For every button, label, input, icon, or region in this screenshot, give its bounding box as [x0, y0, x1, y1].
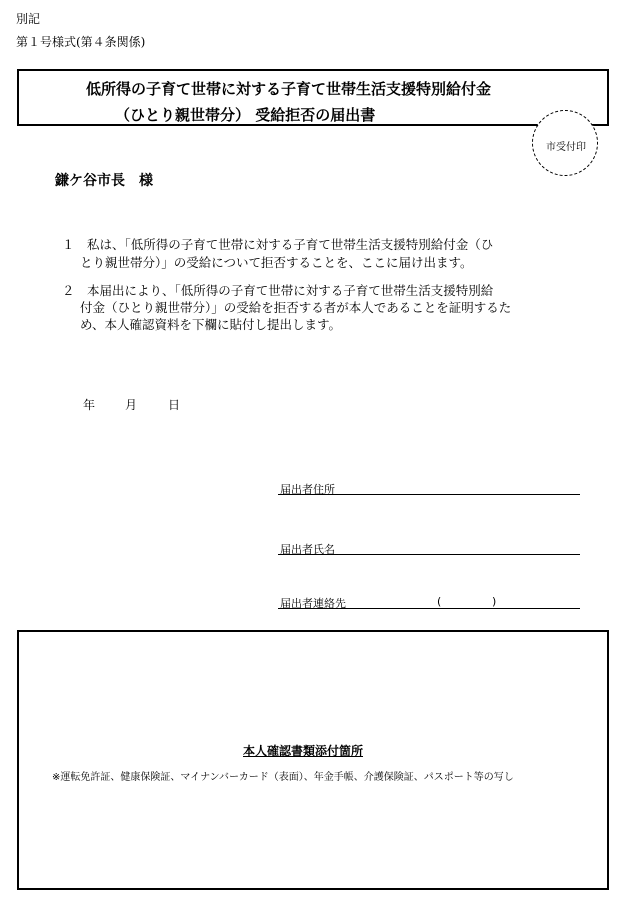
document-title-line2: （ひとり親世帯分） 受給拒否の届出書	[115, 106, 376, 124]
addressee: 鎌ケ谷市長 様	[55, 173, 153, 189]
contact-area-code-close: )	[492, 595, 497, 608]
appendix-label: 別記	[16, 12, 41, 26]
date-day-label: 日	[168, 398, 181, 412]
date-month-label: 月	[125, 398, 138, 412]
name-label: 届出者氏名	[280, 543, 335, 556]
statement-item-1-line-2: とり親世帯分）」の受給について拒否することを、ここに届け出ます。	[80, 255, 473, 270]
statement-item-2-line-3: め、本人確認資料を下欄に貼付し提出します。	[80, 317, 342, 332]
reception-stamp-label: 市受付印	[546, 142, 586, 153]
date-year-label: 年	[83, 398, 96, 412]
document-title-line1: 低所得の子育て世帯に対する子育て世帯生活支援特別給付金	[86, 80, 492, 98]
address-label: 届出者住所	[280, 483, 335, 496]
contact-area-code-open: (	[437, 595, 442, 608]
contact-label: 届出者連絡先	[280, 597, 346, 610]
attachment-box	[17, 630, 609, 890]
statement-item-1-line-1: １ 私は、「低所得の子育て世帯に対する子育て世帯生活支援特別給付金（ひ	[62, 237, 494, 252]
form-number: 第１号様式(第４条関係)	[16, 35, 146, 49]
statement-item-2-line-2: 付金（ひとり親世帯分）」の受給を拒否する者が本人であることを証明するた	[80, 300, 512, 315]
attachment-note: ※運転免許証、健康保険証、マイナンバーカード（表面）、年金手帳、介護保険証、パスポート等の写し	[52, 772, 514, 783]
statement-item-2-line-1: ２ 本届出により、「低所得の子育て世帯に対する子育て世帯生活支援特別給	[62, 283, 494, 298]
attachment-title: 本人確認書類添付箇所	[243, 744, 364, 758]
